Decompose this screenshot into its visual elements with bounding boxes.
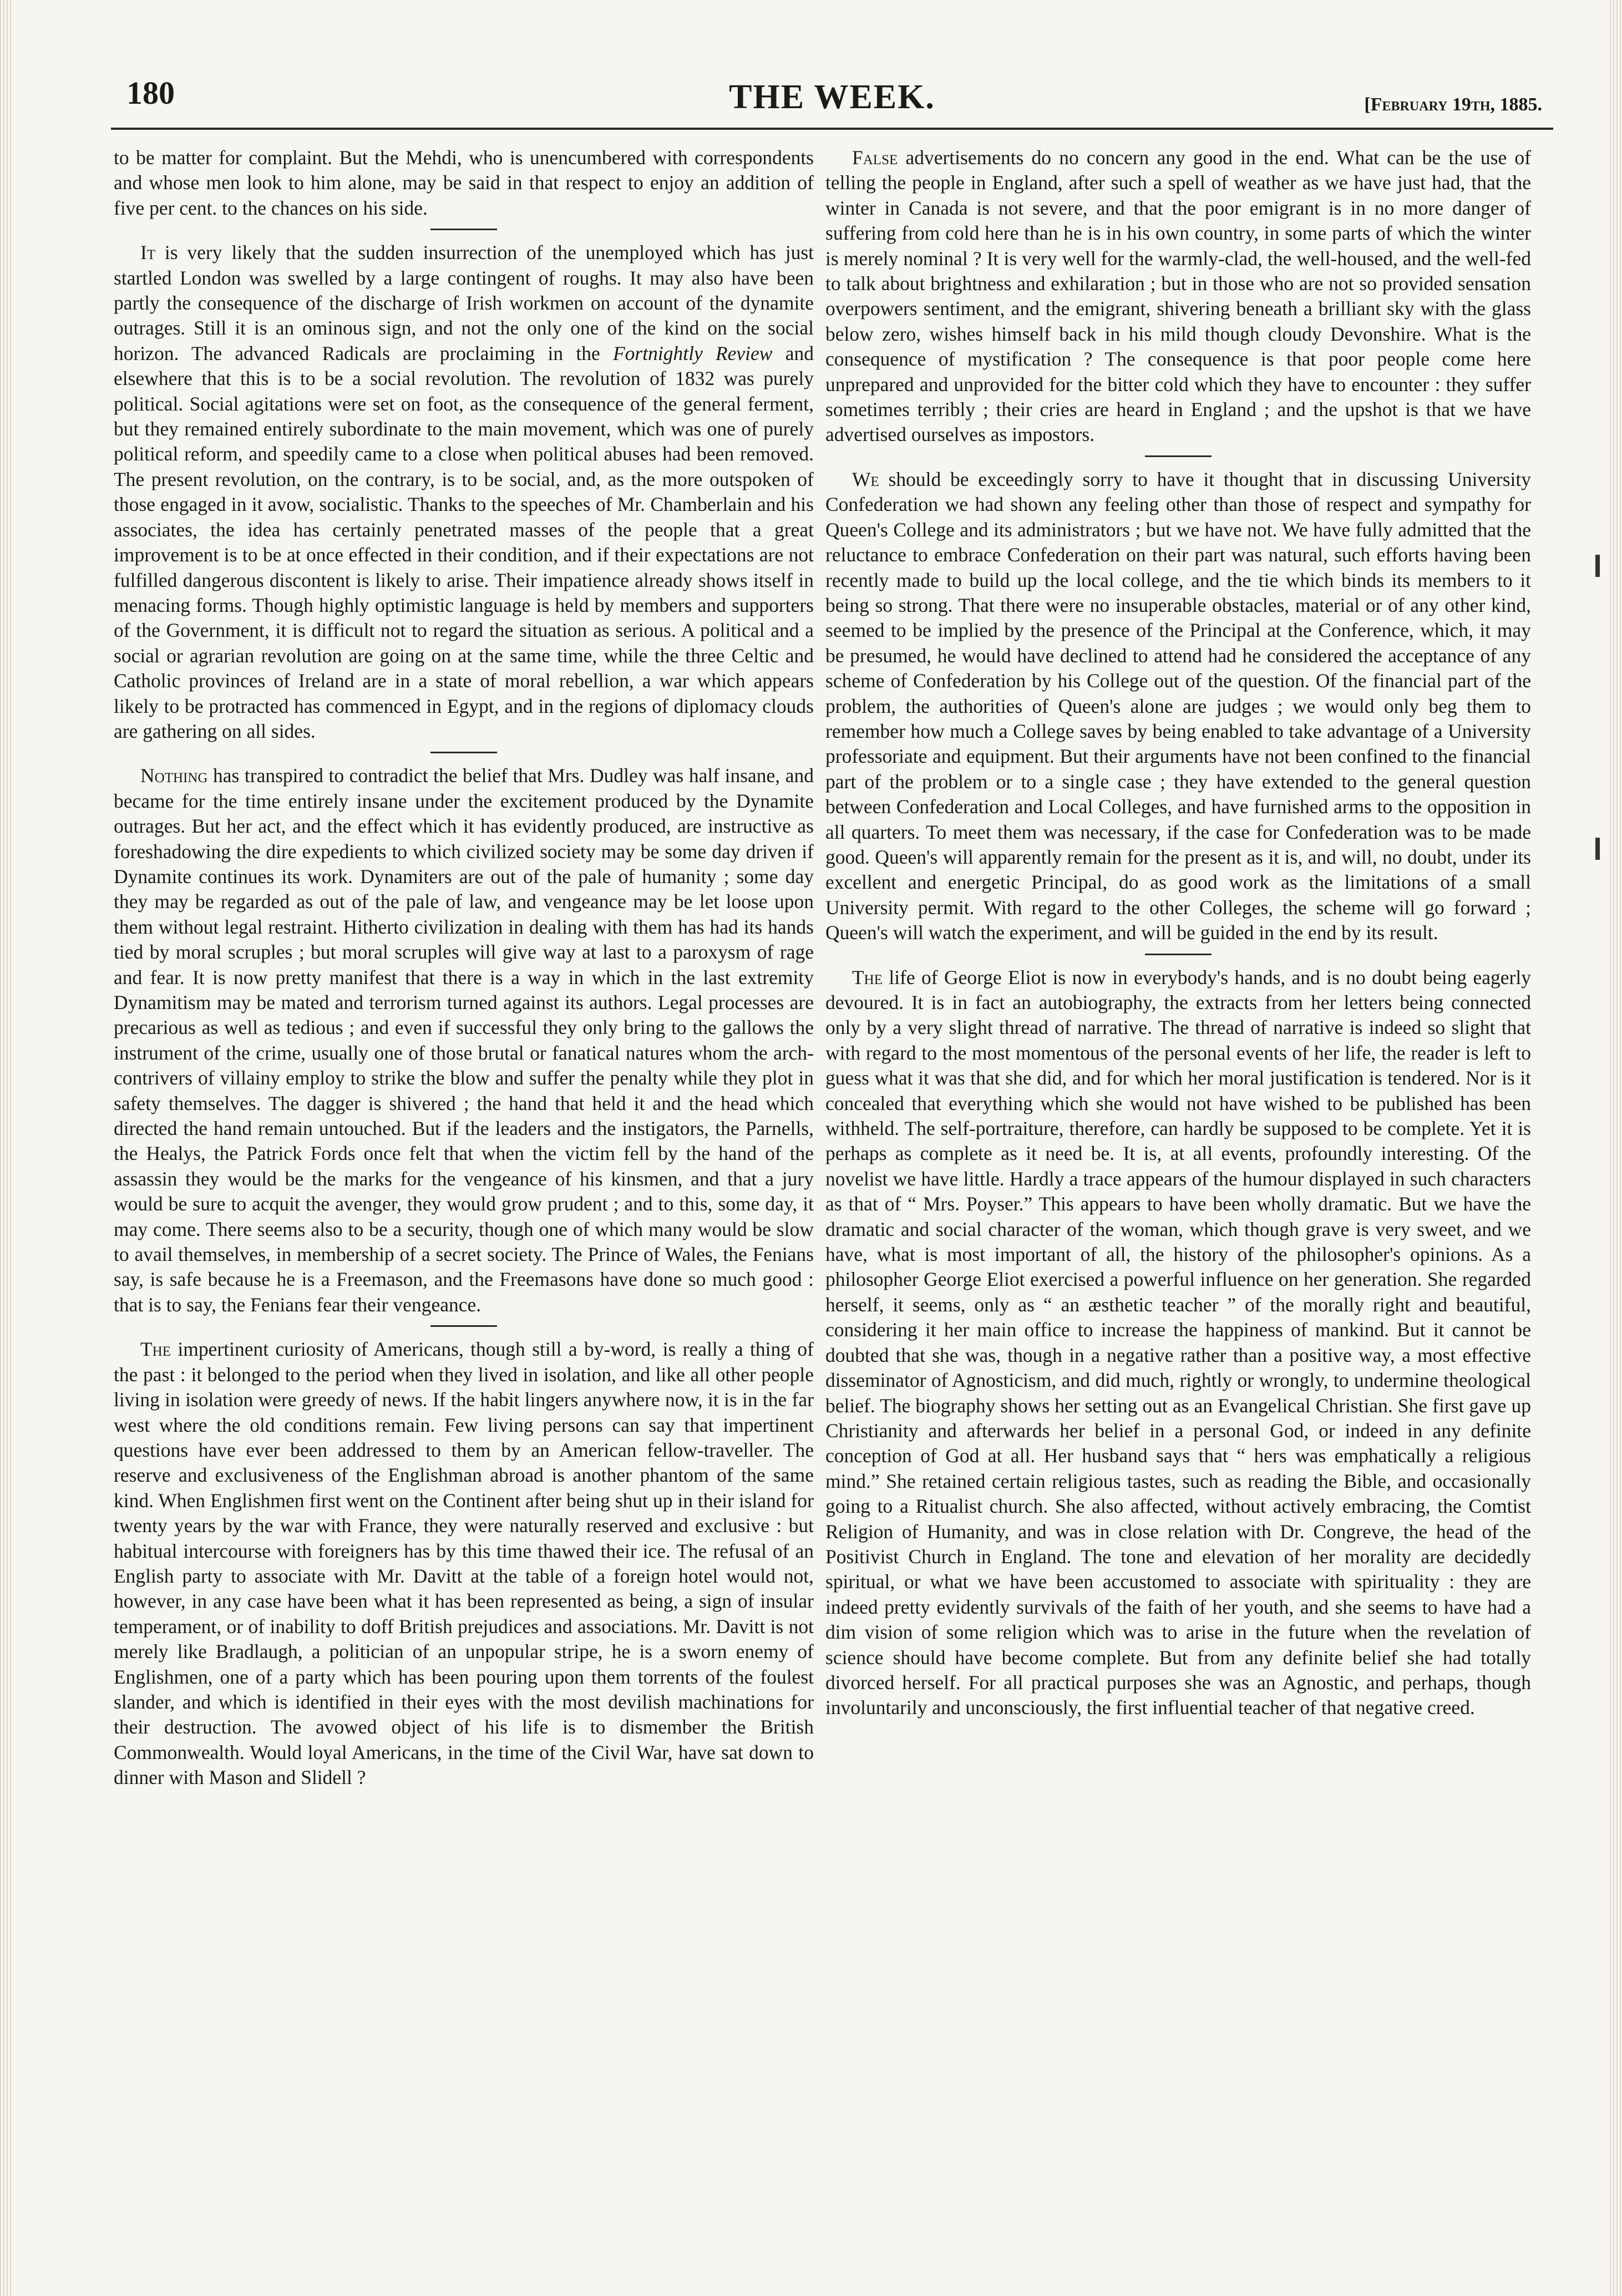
article-paragraph	[825, 145, 1531, 448]
margin-mark	[1595, 555, 1600, 577]
paragraph-lead: False	[852, 146, 898, 169]
article-paragraph	[825, 965, 1531, 1721]
paragraph-text: should be exceedingly sorry to have it thought that in discussing University Confederation we had shown any feeling other than those of respect and sympathy for Queen's College and its administrators ; but we have not. We have fully admitted that the reluctance to embrace Confederation on their part was natural, such efforts having been recently made to build up the local college, and the tie which binds its members to it being so strong. That there were no insuperable obstacles, material or of any other kind, seemed to be implied by the presence of the Principal at the Conference, which, it may be presumed, he would have declined to attend had he considered the acceptance of any scheme of Confederation by his College out of the question. Of the financial part of the problem, the authorities of Queen's alone are judges ; we would only beg them to remember how much a College saves by being enabled to take advantage of a University professoriate and equipment. But their arguments have not been confined to the financial part of the problem or to a single case ; they have extended to the general question between Confederation and Local Colleges, and have furnished arms to the opposition in all quarters. To meet them was necessary, if the case for Confederation was to be made good. Queen's will apparently remain for the present as it is, and will, no doubt, under its excellent and energetic Principal, do as good work as the limitations of a small University permit. With regard to the other Colleges, the scheme will go forward ; Queen's will watch the experiment, and will be guided in the end by its result.	[825, 468, 1531, 944]
page-number: 180	[126, 75, 175, 111]
article-paragraph	[114, 240, 814, 744]
article-paragraph	[825, 467, 1531, 946]
margin-mark	[1595, 838, 1600, 860]
paragraph-text: to be matter for complaint. But the Mehdi, who is unencumbered with correspondents and whose men look to him alone, may be said in that respect to enjoy an addition of five per cent. to the chances on his side.	[114, 146, 814, 219]
issue-date: [February 19th, 1885.	[1364, 94, 1542, 115]
paragraph-lead: The	[140, 1338, 171, 1361]
section-divider	[430, 1325, 497, 1327]
paragraph-text: impertinent curiosity of Americans, though still a by-word, is really a thing of the past : it belonged to the period when they lived in isolation, and like all other people living in isolation were greedy of news. If the habit lingers anywhere now, it is in the far west where the old conditions remain. Few living persons can say that impertinent questions have ever been addressed to them by an American fellow-traveller. The reserve and exclusiveness of the Englishman abroad is another phantom of the same kind. When Englishmen first went on the Continent after being shut up in their island for twenty years by the war with France, they were naturally reserved and exclusive : but habitual intercourse with foreigners has by this time thawed their ice. The refusal of an English party to associate with Mr. Davitt at the table of a foreign hotel would not, however, in any case have been what it has been represented as being, a sign of insular temperament, or of inability to doff British prejudices and associations. Mr. Davitt is not merely like Bradlaugh, a politician of an unpopular stripe, he is a sworn enemy of Englishmen, one of a party which has been pouring upon them torrents of the foulest slander, and which is identified in their eyes with the most devilish machinations for their destruction. The avowed object of his life is to dismember the British Commonwealth. Would loyal Americans, in the time of the Civil War, have sat down to dinner with Mason and Slidell ?	[114, 1338, 814, 1789]
paragraph-text: is very likely that the sudden insurrection of the unemployed which has just startled London was swelled by a large contingent of roughs. It may also have been partly the consequence of the discharge of Irish workmen on account of the dynamite outrages. Still it is an ominous sign, and not the only one of the kind on the social horizon. The advanced Radicals are proclaiming in the	[114, 241, 814, 364]
page-binding-edge	[0, 0, 12, 2296]
right-column	[825, 145, 1531, 1721]
page-header	[111, 72, 1553, 130]
paragraph-text-continued: and elsewhere that this is to be a social revolution. The revolution of 1832 was purely political. Social agitations were set on foot, as the consequence of the general ferment, but they remained entirely subordinate to the main movement, which was one of purely political reform, and speedily came to a close when political abuses had been removed. The present revolution, on the contrary, is to be social, and, as the more outspoken of those engaged in it avow, socialistic. Thanks to the speeches of Mr. Chamberlain and his associates, the idea has certainly penetrated masses of the people that a great improvement is to be at once effected in their condition, and if their expectations are not fulfilled dangerous discontent is likely to arise. Their impatience already shows itself in menacing forms. Though highly optimistic language is held by members and supporters of the Government, it is difficult not to regard the situation as serious. A political and a social or agrarian revolution are going on at the same time, while the three Celtic and Catholic provinces of Ireland are in a state of moral rebellion, a war which appears likely to be protracted has commenced in Egypt, and in the regions of diplomacy clouds are gathering on all sides.	[114, 342, 814, 742]
article-paragraph	[114, 145, 814, 221]
paragraph-lead: The	[852, 966, 883, 989]
section-divider	[1145, 455, 1212, 457]
paragraph-text: life of George Eliot is now in everybody's hands, and is no doubt being eagerly devoured. It is in fact an autobiography, the extracts from her letters being connected only by a very slight thread of narrative. The thread of narrative is indeed so slight that with regard to the most momentous of the personal events of her life, the reader is left to guess what it was that she did, and for which her moral justification is tendered. Nor is it concealed that everything which she would not have wished to be published has been withheld. The self-portraiture, therefore, can hardly be supposed to be complete. Yet it is perhaps as complete as it need be. It is, at all events, profoundly interesting. Of the novelist we have little. Hardly a trace appears of the humour displayed in such characters as that of “ Mrs. Poyser.” This appears to have been wholly dramatic. But we have the dramatic and social character of the woman, which though grave is very sweet, and we have, what is most important of all, the history of the philosopher's opinions. As a philosopher George Eliot exercised a powerful influence on her generation. She regarded herself, it seems, only as “ an æsthetic teacher ” of the morally right and beautiful, considering it her main office to increase the happiness of mankind. But it cannot be doubted that she was, though in a negative rather than a positive way, a most effective disseminator of Agnosticism, and did much, rightly or wrongly, to undermine theological belief. The biography shows her setting out as an Evangelical Christian. She first gave up Christianity and afterwards her belief in a personal God, or indeed in any definite conception of God at all. Her husband says that “ hers was emphatically a religious mind.” She retained certain religious tastes, such as reading the Bible, and occasionally going to a Ritualist church. She also affected, without actively embracing, the Comtist Religion of Humanity, and was in close relation with Dr. Congreve, the head of the Positivist Church in England. The tone and elevation of her morality are decidedly spiritual, or what we have been accustomed to associate with spirituality : they are indeed pretty evidently survivals of the faith of her youth, and she seems to have had a dim vision of some religion which was to arise in the future when the revelation of science should have become complete. But from any definite belief she had totally divorced herself. For all practical purposes she was an Agnostic, and perhaps, though involuntarily and unconsciously, the first influential teacher of that negative creed.	[825, 966, 1531, 1719]
masthead-title: THE WEEK.	[729, 78, 935, 116]
section-divider	[1145, 954, 1212, 955]
paragraph-text: has transpired to contradict the belief that Mrs. Dudley was half insane, and became for the time entirely insane under the excitement produced by the Dynamite outrages. But her act, and the effect which it has evidently produced, are instructive as foreshadowing the dire expedients to which civilized society may be some day driven if Dynamite continues its work. Dynamiters are out of the pale of humanity ; some day they may be regarded as out of the pale of law, and vengeance may be let loose upon them without legal restraint. Hitherto civilization in dealing with them has had its hands tied by moral scruples ; but moral scruples will give way at last to a paroxysm of rage and fear. It is now pretty manifest that there is a way in which in the last extremity Dynamitism may be mated and terrorism turned against its authors. Legal processes are precarious as well as tedious ; and even if successful they only bring to the gallows the instrument of the crime, usually one of those brutal or fanatical natures whom the arch-contrivers of villainy employ to strike the blow and suffer the penalty while they plot in safety themselves. The dagger is shivered ; the hand that held it and the head which directed the hand remain untouched. But if the leaders and the instigators, the Parnells, the Healys, the Patrick Fords once felt that when the victim fell by the hand of the assassin they would be the marks for the vengeance of his kinsmen, and that a jury would be sure to acquit the avenger, they would grow prudent ; and to this, some day, it may come. There seems also to be a security, though one of which many would be slow to avail themselves, in membership of a secret society. The Prince of Wales, the Fenians say, is safe because he is a Freemason, and the Freemasons have done so much good : that is to say, the Fenians fear their vengeance.	[114, 764, 814, 1316]
left-column	[114, 145, 814, 1791]
section-divider	[430, 752, 497, 753]
article-paragraph	[114, 763, 814, 1317]
publication-title: Fortnightly Review	[613, 342, 773, 364]
paragraph-text: advertisements do no concern any good in the end. What can be the use of telling the people in England, after such a spell of weather as we have just had, that the winter in Canada is not severe, and that the poor emigrant is in no more danger of suffering from cold here than he is in his own country, in some parts of which the winter is merely nominal ? It is very well for the warmly-clad, the well-housed, and the well-fed to talk about brightness and exhilaration ; but in those who are not so provided sensation overpowers sentiment, and the emigrant, shivering beneath a brilliant sky with the glass below zero, wishes himself back in his mild though cloudy Devonshire. What is the consequence of mystification ? The consequence is that poor people come here unprepared and unprovided for the bitter cold which they have to encounter : they suffer sometimes terribly ; their cries are heard in England ; and the upshot is that we have advertised ourselves as impostors.	[825, 146, 1531, 446]
section-divider	[430, 229, 497, 230]
paragraph-lead: It	[140, 241, 156, 264]
article-paragraph	[114, 1337, 814, 1790]
paragraph-lead: Nothing	[140, 764, 208, 787]
paragraph-lead: We	[852, 468, 879, 490]
page-right-edge	[1608, 0, 1622, 2296]
